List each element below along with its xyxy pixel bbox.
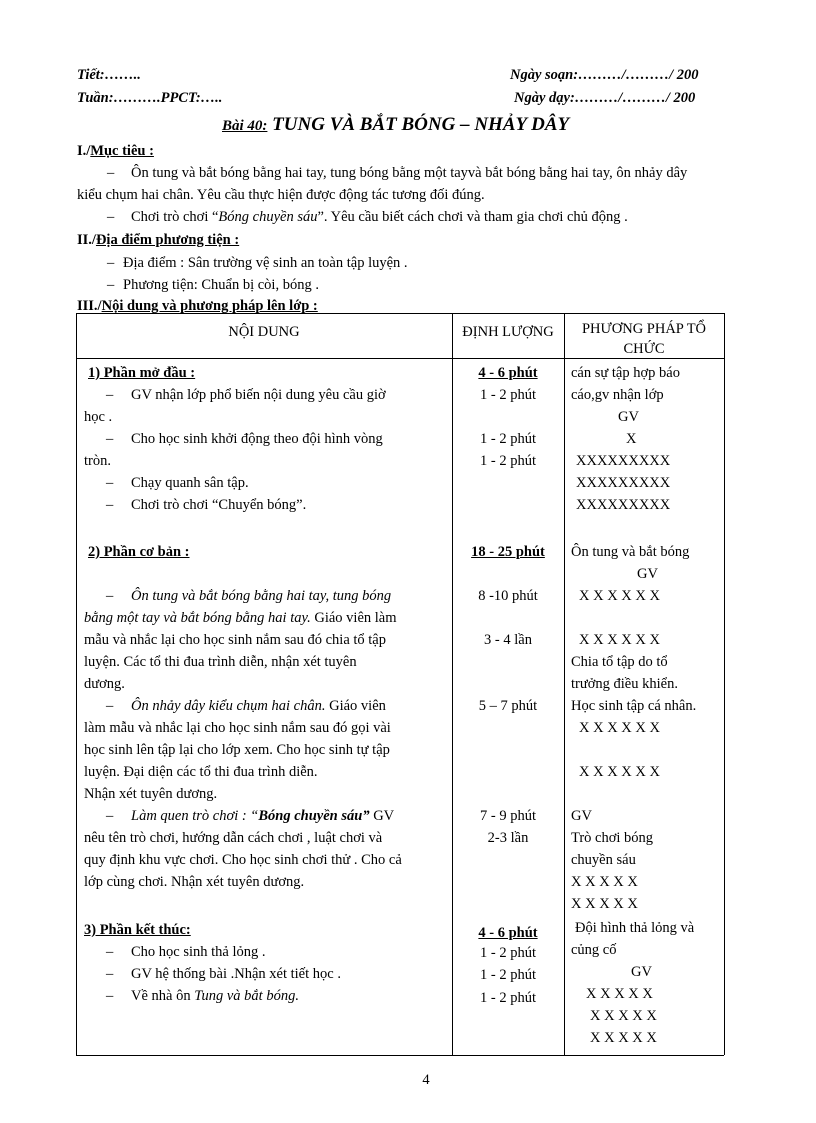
part-2-item-b-title: Ôn nhảy dây kiểu chụm hai chân. (131, 698, 326, 714)
part-3-item-c-text: Về nhà ôn (131, 988, 195, 1004)
part-2-formation-gv-1: GV (637, 566, 658, 582)
table-border-right (724, 313, 725, 1055)
lesson-name: TUNG VÀ BẮT BÓNG – NHẢY DÂY (272, 114, 570, 135)
part-3-item-c-topic: Tung và bắt bóng. (194, 988, 299, 1004)
table-border-bottom (76, 1055, 724, 1056)
part-3-formation-gv: GV (631, 964, 652, 980)
part-3-item-c (131, 988, 299, 1005)
part-1-formation-leader: X (626, 431, 637, 447)
part-2-reps-c: 2-3 lần (487, 830, 529, 846)
dash-icon: – (106, 808, 114, 824)
column-header-method-2: CHỨC (623, 341, 665, 357)
part-2-item-b-line-4: luyện. Đại diện các tổ thi đua trình diễn. (84, 764, 318, 780)
part-2-item-a-text: Giáo viên làm (314, 610, 397, 626)
part-2-time-a: 8 -10 phút (478, 588, 538, 604)
column-header-dosage: ĐỊNH LƯỢNG (462, 324, 554, 340)
dash-icon: – (107, 209, 115, 225)
table-border-top (76, 313, 724, 314)
part-2-item-b-line-3: học sinh lên tập lại cho lớp xem. Cho học sinh tự tập (84, 742, 390, 758)
part-2-method-3: trưởng điều khiển. (571, 676, 678, 692)
objective-line-2: kiểu chụm hai chân. Yêu cầu thực hiện được động tác tương đối đúng. (77, 187, 485, 203)
section-1-title: Mục tiêu : (90, 143, 154, 159)
part-3-time-a: 1 - 2 phút (480, 945, 536, 961)
part-3-formation-row-3: X X X X X (590, 1030, 657, 1046)
part-3-method-1: Đội hình thả lỏng và (575, 920, 695, 936)
part-3-formation-row-2: X X X X X (590, 1008, 657, 1024)
section-3-number: III./ (77, 298, 102, 314)
dash-icon: – (106, 431, 114, 447)
dash-icon: – (106, 944, 114, 960)
section-2-number: II./ (77, 232, 96, 248)
dash-icon: – (107, 277, 115, 293)
part-2-time-b: 5 – 7 phút (478, 698, 538, 714)
part-2-item-a-title-end: bằng một tay và bắt bóng bằng hai tay. (84, 610, 311, 626)
objective-game-name: Bóng chuyền sáu (218, 209, 318, 225)
part-2-item-c-line-2: nêu tên trò chơi, hướng dẫn cách chơi , luật chơi và (84, 830, 383, 846)
tiet-label: Tiết:…….. (77, 67, 141, 83)
part-2-formation-row-1: X X X X X X (579, 588, 660, 604)
part-2-item-c-intro: Làm quen trò chơi : “ (131, 808, 259, 824)
part-2-formation-row-3: X X X X X X (579, 720, 660, 736)
part-1-item-b-line-2: tròn. (84, 453, 111, 469)
part-1-item-b-line-1: Cho học sinh khởi động theo đội hình vòng (131, 431, 383, 447)
part-1-time-b: 1 - 2 phút (480, 431, 536, 447)
part-3-title: 3) Phần kết thúc: (84, 922, 191, 938)
part-2-formation-row-2: X X X X X X (579, 632, 660, 648)
part-2-formation-row-5: X X X X X (571, 874, 638, 890)
part-1-method-1: cán sự tập hợp báo (571, 365, 680, 381)
section-3-title: Nội dung và phương pháp lên lớp : (101, 298, 318, 314)
dash-icon: – (107, 255, 115, 271)
part-3-time-c: 1 - 2 phút (480, 990, 536, 1006)
table-divider-1 (452, 313, 453, 1055)
section-1-number: I./ (77, 143, 91, 159)
part-1-item-d: Chơi trò chơi “Chuyển bóng”. (131, 497, 307, 513)
part-2-method-1: Ôn tung và bắt bóng (571, 544, 690, 560)
dash-icon: – (106, 387, 114, 403)
part-2-item-b-line-2: làm mẫu và nhắc lại cho học sinh nắm sau đó gọi vài (84, 720, 391, 736)
objective-game-suffix: ”. Yêu cầu biết cách chơi và tham gia chơi chủ động . (317, 209, 628, 225)
part-1-formation-gv: GV (618, 409, 639, 425)
objective-line-1: Ôn tung và bắt bóng bằng hai tay, tung bóng bằng một tayvà bắt bóng bằng hai tay, ôn nhảy dây (131, 165, 688, 181)
column-header-content: NỘI DUNG (228, 324, 300, 340)
part-2-item-c-line-4: lớp cùng chơi. Nhận xét tuyên dương. (84, 874, 305, 890)
part-1-title: 1) Phần mở đầu : (88, 365, 196, 381)
equipment-line: Phương tiện: Chuẩn bị còi, bóng . (123, 277, 319, 293)
part-3-item-b: GV hệ thống bài .Nhận xét tiết học . (131, 966, 341, 982)
part-3-time-b: 1 - 2 phút (480, 967, 536, 983)
part-2-item-a-line-2 (84, 610, 397, 627)
column-header-method-1: PHƯƠNG PHÁP TỔ (581, 321, 707, 337)
dash-icon: – (106, 988, 114, 1004)
section-1-heading (77, 143, 154, 160)
dash-icon: – (107, 165, 115, 181)
part-2-total-time: 18 - 25 phút (471, 544, 545, 560)
objective-line-3 (131, 209, 628, 226)
part-3-total-time: 4 - 6 phút (478, 925, 538, 941)
part-3-method-2: củng cố (571, 942, 617, 958)
part-1-time-c: 1 - 2 phút (480, 453, 536, 469)
location-line: Địa điểm : Sân trường vệ sinh an toàn tập luyện . (123, 255, 408, 271)
lesson-number: Bài 40: (222, 118, 268, 134)
ngay-soan-label: Ngày soạn:………/………/ 200 (510, 67, 699, 83)
part-2-item-a-line-3: mẫu và nhắc lại cho học sinh nắm sau đó chia tổ tập (84, 632, 386, 648)
part-2-item-b-line-5: Nhận xét tuyên dương. (84, 786, 218, 802)
part-2-method-5: Trò chơi bóng (571, 830, 654, 846)
part-2-item-b-text: Giáo viên (329, 698, 386, 714)
section-2-title: Địa điểm phương tiện : (95, 232, 240, 248)
objective-game-prefix: Chơi trò chơi “ (131, 209, 219, 225)
part-1-formation-row-3: XXXXXXXXX (576, 497, 671, 513)
part-2-item-c-game: Bóng chuyền sáu” (258, 808, 370, 824)
dash-icon: – (106, 698, 114, 714)
part-1-time-a: 1 - 2 phút (480, 387, 536, 403)
part-2-formation-row-4: X X X X X X (579, 764, 660, 780)
page-number: 4 (422, 1072, 430, 1088)
dash-icon: – (106, 588, 114, 604)
part-1-item-a-line-2: học . (84, 409, 113, 425)
dash-icon: – (106, 497, 114, 513)
part-2-title: 2) Phần cơ bản : (88, 544, 190, 560)
dash-icon: – (106, 475, 114, 491)
tuan-ppct-label: Tuần:……….PPCT:….. (77, 90, 223, 106)
part-2-formation-row-6: X X X X X (571, 896, 638, 912)
part-2-time-c: 7 - 9 phút (480, 808, 536, 824)
part-2-item-c-line-3: quy định khu vực chơi. Cho học sinh chơi thử . Cho cả (84, 852, 402, 868)
part-1-item-a-line-1: GV nhận lớp phổ biến nội dung yêu cầu giờ (131, 387, 386, 403)
dash-icon: – (106, 966, 114, 982)
lesson-title (222, 114, 569, 136)
part-1-formation-row-1: XXXXXXXXX (576, 453, 671, 469)
table-border-left (76, 313, 77, 1055)
part-1-formation-row-2: XXXXXXXXX (576, 475, 671, 491)
part-2-method-6: chuyền sáu (571, 852, 636, 868)
part-2-item-a-line-5: dương. (84, 676, 125, 692)
part-3-item-a: Cho học sinh thả lỏng . (131, 944, 266, 960)
part-1-item-c: Chạy quanh sân tập. (131, 475, 249, 491)
ngay-day-label: Ngày dạy:………/………/ 200 (514, 90, 696, 106)
table-divider-2 (564, 313, 565, 1055)
part-2-method-2: Chia tổ tập do tổ (571, 654, 668, 670)
part-2-item-a-line-4: luyện. Các tổ thi đua trình diễn, nhận xét tuyên (84, 654, 357, 670)
section-2-heading (77, 232, 239, 249)
part-2-item-b-line-1 (131, 698, 386, 715)
part-2-method-4: Học sinh tập cá nhân. (571, 698, 697, 714)
part-2-item-c-line-1 (131, 808, 394, 825)
part-2-item-c-gv: GV (373, 808, 395, 824)
table-header-divider (76, 358, 724, 359)
part-2-item-a-line-1: Ôn tung và bắt bóng bằng hai tay, tung bóng (131, 588, 392, 604)
part-2-formation-gv-2: GV (571, 808, 592, 824)
part-1-total-time: 4 - 6 phút (478, 365, 538, 381)
part-2-reps-a: 3 - 4 lần (484, 632, 532, 648)
part-3-formation-row-1: X X X X X (586, 986, 653, 1002)
part-1-method-2: cáo,gv nhận lớp (571, 387, 664, 403)
